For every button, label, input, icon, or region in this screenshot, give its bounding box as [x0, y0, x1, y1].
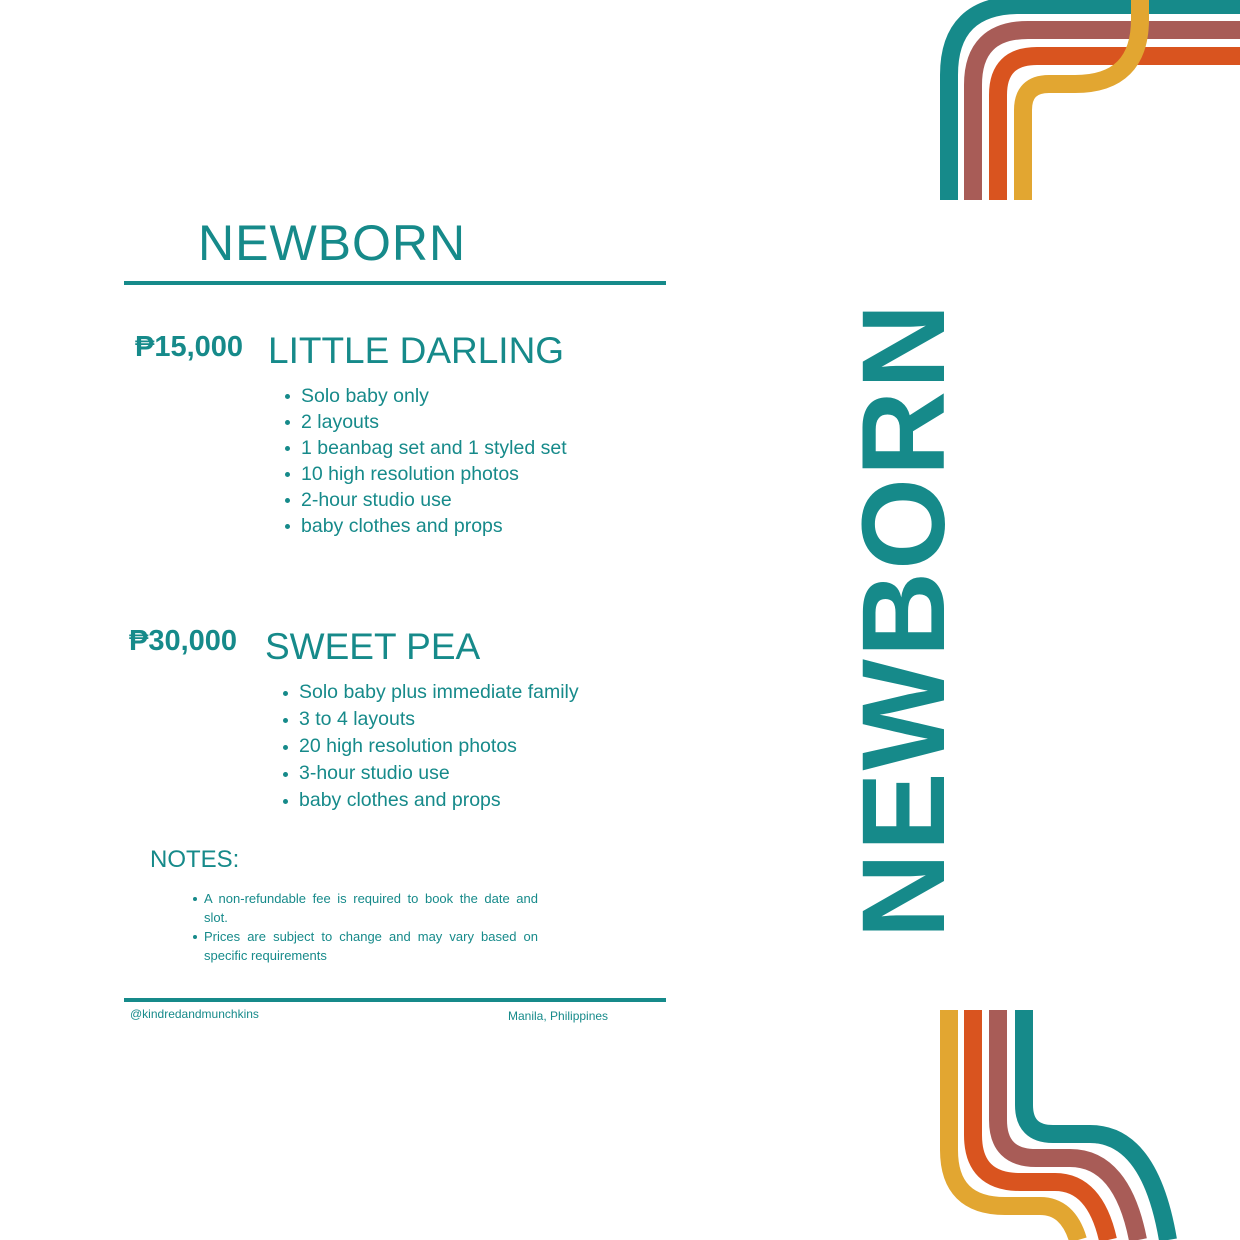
feature-item: 20 high resolution photos [283, 733, 579, 760]
feature-item: 1 beanbag set and 1 styled set [285, 435, 567, 461]
feature-item: 2-hour studio use [285, 487, 567, 513]
feature-item: Solo baby plus immediate family [283, 679, 579, 706]
package-price: ₱15,000 [135, 331, 244, 363]
feature-item: 3-hour studio use [283, 760, 579, 787]
package-name: SWEET PEA [265, 626, 481, 667]
location-text: Manila, Philippines [508, 1009, 609, 1023]
feature-item: Solo baby only [285, 383, 567, 409]
note-item: A non-refundable fee is required to book the date and slot. [193, 889, 538, 927]
feature-item: 10 high resolution photos [285, 461, 567, 487]
stripes-bottom-icon [949, 1010, 1168, 1240]
feature-item: baby clothes and props [283, 787, 579, 814]
note-item: Prices are subject to change and may vary based on specific requirements [193, 927, 538, 965]
stripes-top-icon [949, 0, 1240, 200]
notes-heading: NOTES: [150, 846, 240, 873]
package-name: LITTLE DARLING [268, 330, 565, 371]
feature-item: 2 layouts [285, 409, 567, 435]
vertical-title: NEWBORN [838, 301, 970, 939]
feature-item: baby clothes and props [285, 513, 567, 539]
package-price: ₱30,000 [129, 625, 238, 657]
social-handle: @kindredandmunchkins [130, 1007, 259, 1021]
page-title: NEWBORN [198, 215, 467, 271]
feature-item: 3 to 4 layouts [283, 706, 579, 733]
